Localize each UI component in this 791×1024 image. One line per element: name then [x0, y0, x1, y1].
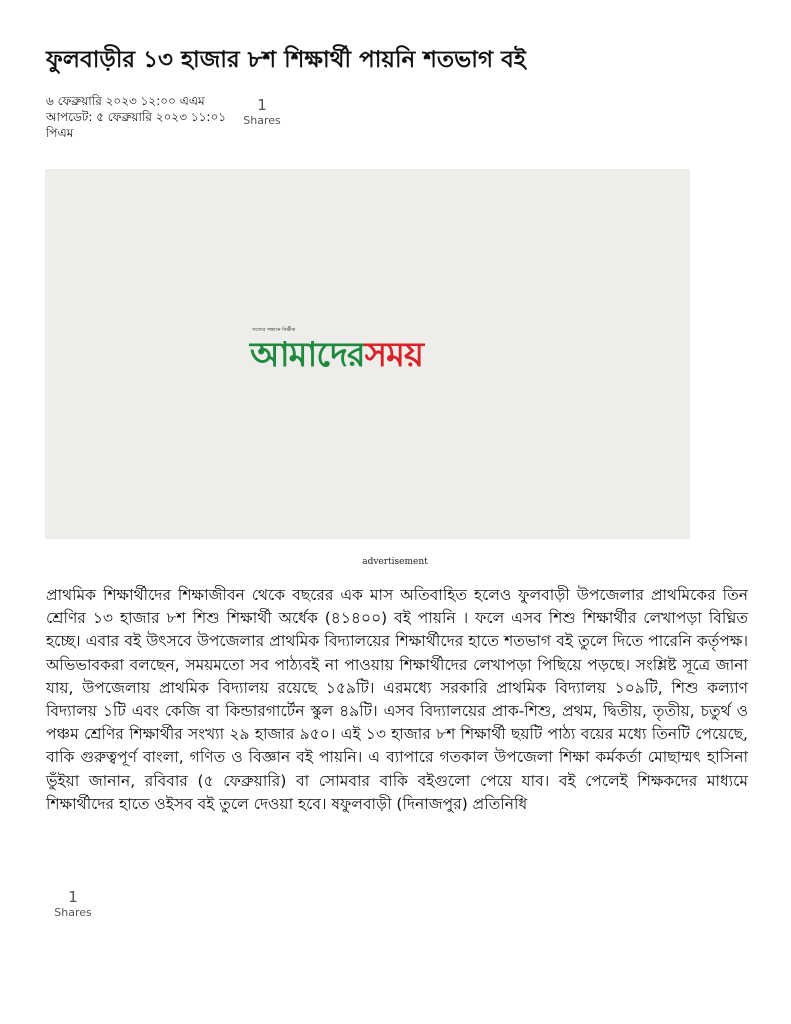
logo-wordmark: [250, 333, 423, 377]
article-headline: ফুলবাড়ীর ১৩ হাজার ৮শ শিক্ষার্থী পায়নি শতভাগ বই: [46, 47, 526, 73]
advertisement-label: advertisement: [362, 557, 428, 567]
article-meta: [46, 93, 236, 141]
share-label: Shares: [54, 906, 92, 919]
logo-wordmark-red: সময়: [364, 335, 423, 375]
published-date: ৬ ফেব্রুয়ারি ২০২৩ ১২:০০ এএম: [46, 94, 205, 108]
updated-date: আপডেট: ৫ ফেব্রুয়ারি ২০২৩ ১১:০১ পিএম: [46, 110, 227, 140]
logo-wordmark-green: আমাদের: [250, 335, 365, 375]
share-counter-bottom[interactable]: [43, 889, 103, 919]
share-count: 1: [257, 96, 267, 114]
share-label: Shares: [243, 114, 281, 127]
share-count: 1: [68, 888, 78, 906]
advertisement-banner[interactable]: [45, 169, 690, 539]
logo-tagline: সত্যের সন্ধানে নির্ভীক: [252, 327, 296, 333]
amader-shomoy-logo: [250, 327, 490, 387]
share-counter-top[interactable]: [232, 97, 292, 127]
article-body: প্রাথমিক শিক্ষার্থীদের শিক্ষাজীবন থেকে বছরের এক মাস অতিবাহিত হলেও ফুলবাড়ী উপজেলার প্রাথমিকের তিন শ্রেণির ১৩ হাজার ৮শ শিশু শিক্ষার্থী অর্ধেক (৪১৪০০) বই পায়নি । ফলে এসব শিশু শিক্ষার্থীর লেখাপড়া বিঘ্নিত হচ্ছে। এবার বই উৎসবে উপজেলার প্রাথমিক বিদ্যালয়ের শিক্ষার্থীদের হাতে শতভাগ বই তুলে দিতে পারেনি কর্তৃপক্ষ। অভিভাবকরা বলছেন, সময়মতো সব পাঠ্যবই না পাওয়ায় শিক্ষার্থীদের লেখাপড়া পিছিয়ে পড়ছে। সংশ্লিষ্ট সূত্রে জানা যায়, উপজেলায় প্রাথমিক বিদ্যালয় রয়েছে ১৫৯টি। এরমধ্যে সরকারি প্রাথমিক বিদ্যালয় ১০৯টি, শিশু কল্যাণ বিদ্যালয় ১টি এবং কেজি বা কিন্ডারগার্টেন স্কুল ৪৯টি। এসব বিদ্যালয়ের প্রাক-শিশু, প্রথম, দ্বিতীয়, তৃতীয়, চতুর্থ ও পঞ্চম শ্রেণির শিক্ষার্থীর সংখ্যা ২৯ হাজার ৯৫০। এই ১৩ হাজার ৮শ শিক্ষার্থী ছয়টি পাঠ্য বয়ের মধ্যে তিনটি পেয়েছে, বাকি গুরুত্বপূর্ণ বাংলা, গণিত ও বিজ্ঞান বই পায়নি। এ ব্যাপারে গতকাল উপজেলা শিক্ষা কর্মকর্তা মোছাম্মৎ হাসিনা ভুঁইয়া জানান, রবিবার (৫ ফেব্রুয়ারি) বা সোমবার বাকি বইগুলো পেয়ে যাব। বই পেলেই শিক্ষকদের মাধ্যমে শিক্ষার্থীদের হাতে ওইসব বই তুলে দেওয়া হবে। ষফুলবাড়ী (দিনাজপুর) প্রতিনিধি: [46, 586, 748, 813]
